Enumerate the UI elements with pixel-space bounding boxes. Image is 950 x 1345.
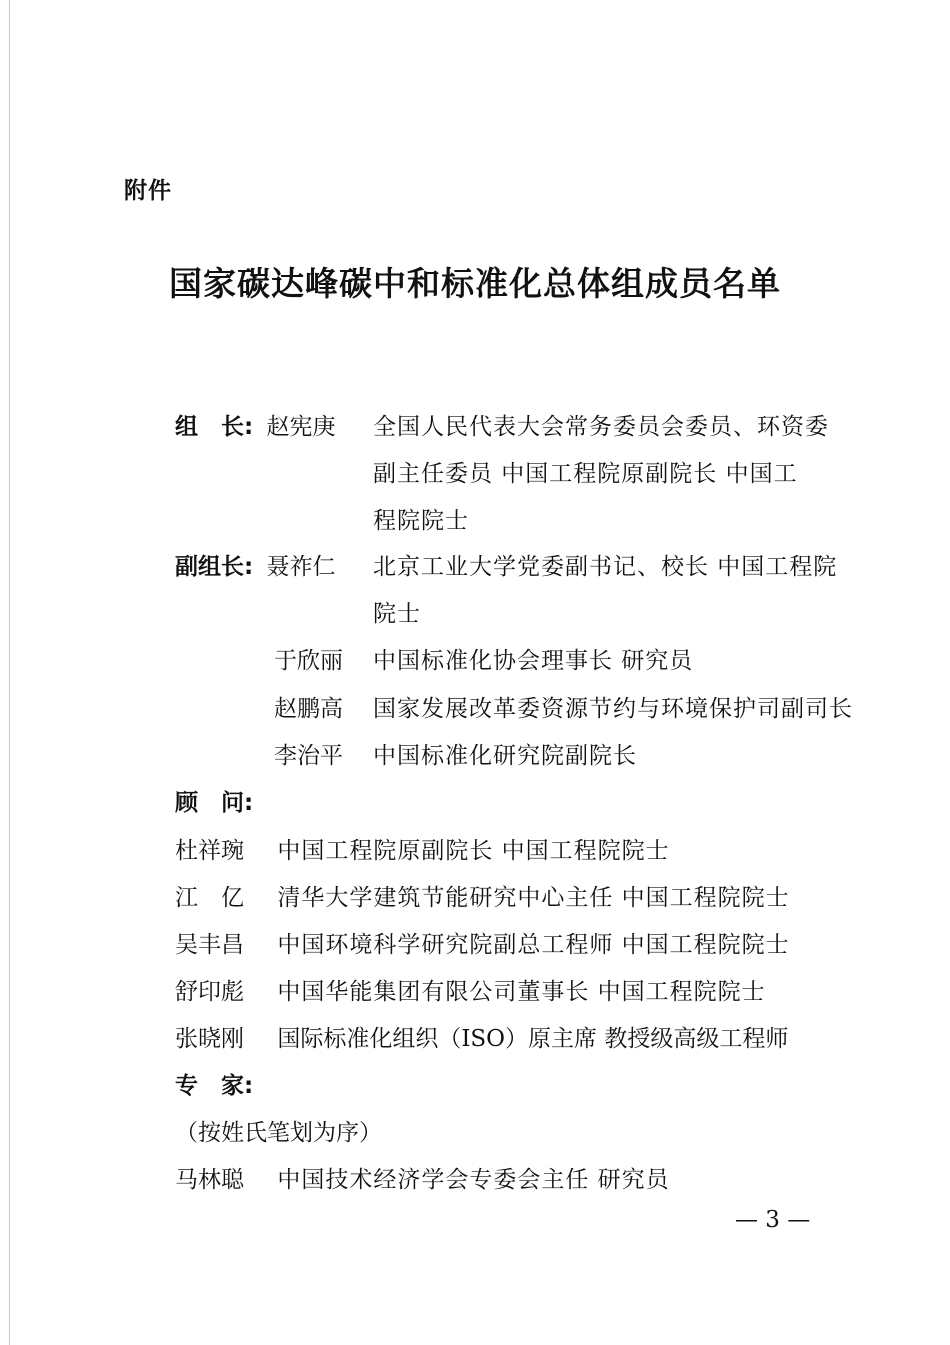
experts-order-note: （按姓氏笔划为序） xyxy=(175,1120,382,1146)
advisor-name-5: 张晓刚 xyxy=(175,1026,244,1052)
expert-row-1 xyxy=(175,1157,670,1204)
deputy-row-4 xyxy=(274,733,343,780)
advisor-row-1 xyxy=(175,828,670,875)
experts-note xyxy=(175,1110,382,1157)
deputy-desc-3 xyxy=(373,686,853,733)
advisor-desc-2: 清华大学建筑节能研究中心主任 中国工程院院士 xyxy=(277,885,790,911)
page-number: — 3 — xyxy=(735,1207,811,1233)
leader-name: 赵宪庚 xyxy=(266,414,336,440)
deputy-desc-1-line-1: 北京工业大学党委副书记、校长 中国工程院 xyxy=(373,554,838,580)
deputy-desc-4 xyxy=(373,733,853,780)
advisor-desc-4: 中国华能集团有限公司董事长 中国工程院院士 xyxy=(277,979,766,1005)
deputy-desc-1 xyxy=(373,544,853,638)
advisor-row-2 xyxy=(175,875,790,922)
deputy-desc-3-line-1: 国家发展改革委资源节约与环境保护司副司长 xyxy=(373,696,853,722)
advisor-name-3: 吴丰昌 xyxy=(175,932,244,958)
deputy-row-2 xyxy=(274,638,343,685)
advisor-desc-5: 国际标准化组织（ISO）原主席 教授级高级工程师 xyxy=(277,1026,789,1052)
leader-desc xyxy=(373,404,853,545)
advisor-row-4 xyxy=(175,969,766,1016)
deputy-desc-2-line-1: 中国标准化协会理事长 研究员 xyxy=(373,648,694,674)
leader-desc-line-3: 程院院士 xyxy=(373,508,469,534)
role-experts: 专 家: xyxy=(175,1073,254,1099)
leader-desc-line-2: 副主任委员 中国工程院原副院长 中国工 xyxy=(373,461,798,487)
leader-desc-line-1: 全国人民代表大会常务委员会委员、环资委 xyxy=(373,414,829,440)
scan-edge-line xyxy=(9,0,10,1345)
expert-desc-1: 中国技术经济学会专委会主任 研究员 xyxy=(277,1167,670,1193)
deputy-name-4: 李治平 xyxy=(274,743,343,769)
leader-row xyxy=(175,404,336,451)
expert-name-1: 马林聪 xyxy=(175,1167,244,1193)
experts-heading xyxy=(175,1063,253,1110)
advisor-desc-1: 中国工程院原副院长 中国工程院院士 xyxy=(277,838,670,864)
attachment-label: 附件 xyxy=(124,178,172,204)
deputy-name-3: 赵鹏高 xyxy=(274,696,343,722)
advisor-row-3 xyxy=(175,922,790,969)
advisor-desc-3: 中国环境科学研究院副总工程师 中国工程院院士 xyxy=(277,932,790,958)
advisor-name-4: 舒印彪 xyxy=(175,979,244,1005)
deputy-name-2: 于欣丽 xyxy=(274,648,343,674)
advisor-name-1: 杜祥琬 xyxy=(175,838,244,864)
deputy-desc-4-line-1: 中国标准化研究院副院长 xyxy=(373,743,637,769)
deputy-desc-2 xyxy=(373,638,853,685)
role-leader: 组 长: xyxy=(175,414,254,440)
advisors-heading xyxy=(175,780,253,827)
deputy-row-3 xyxy=(274,686,343,733)
page-title: 国家碳达峰碳中和标准化总体组成员名单 xyxy=(169,264,781,303)
role-advisors: 顾 问: xyxy=(175,790,254,816)
deputy-row-1 xyxy=(175,544,336,591)
advisor-name-2: 江 亿 xyxy=(175,885,244,911)
advisor-row-5 xyxy=(175,1016,788,1063)
deputy-name-1: 聂祚仁 xyxy=(266,554,336,580)
deputy-desc-1-line-2: 院士 xyxy=(373,601,421,627)
role-deputy: 副组长: xyxy=(175,554,254,580)
